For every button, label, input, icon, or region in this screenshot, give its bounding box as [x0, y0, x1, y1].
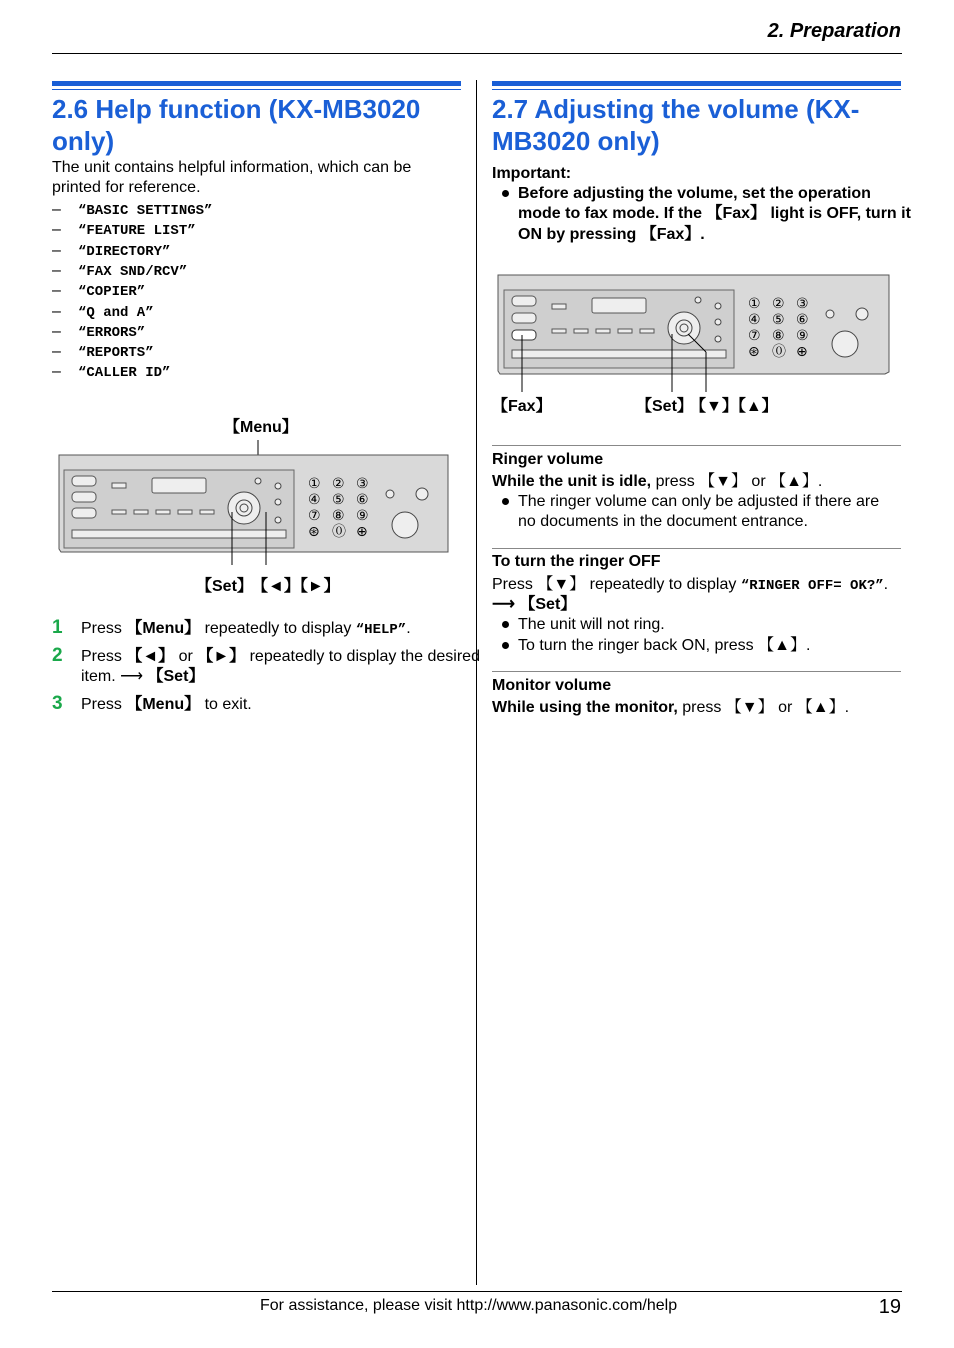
- keypad-key: ⑤: [332, 492, 345, 508]
- ringer-heading: Ringer volume: [492, 451, 604, 468]
- ringer-off-rule: [492, 548, 901, 549]
- list-dash: –: [52, 241, 61, 259]
- keypad-key: ⑨: [796, 328, 809, 344]
- monitor-rule: [492, 671, 901, 672]
- keypad-key: ③: [796, 296, 809, 312]
- help-item-label: “REPORTS”: [78, 345, 154, 362]
- right-title-thin: [492, 89, 901, 90]
- help-item-label: “FEATURE LIST”: [78, 223, 196, 240]
- keypad-key: ⑦: [308, 508, 321, 524]
- important-bullet: [502, 190, 509, 197]
- important-line-1: Before adjusting the volume, set the operation: [518, 185, 871, 202]
- list-dash: –: [52, 343, 61, 361]
- ringer-off-line-2: ⟶ 【Set】: [492, 596, 577, 613]
- list-dash: –: [52, 221, 61, 239]
- fax-key-label: 【Fax】: [492, 398, 552, 415]
- list-dash: –: [52, 322, 61, 340]
- step-2-text-1: Press 【◄】 or 【►】 repeatedly to display the desired: [81, 648, 480, 665]
- ringer-off-bullet-1-text: The unit will not ring.: [518, 616, 665, 633]
- set-key-label-right: 【Set】: [636, 398, 693, 415]
- ringer-off-line-1: Press 【▼】 repeatedly to display “RINGER OFF= OK?”.: [492, 576, 889, 594]
- ringer-bullet-line-2: no documents in the document entrance.: [518, 513, 808, 530]
- keypad-key: ⑤: [772, 312, 785, 328]
- step-1-number: 1: [52, 617, 63, 638]
- left-intro-2: printed for reference.: [52, 179, 201, 196]
- keypad-key: ⊕: [356, 524, 368, 540]
- step-2-number: 2: [52, 645, 63, 666]
- right-title-bar: [492, 81, 901, 86]
- ringer-off-bullet-1: [502, 621, 509, 628]
- menu-key-label: 【Menu】: [224, 419, 298, 436]
- help-item-label: “FAX SND/RCV”: [78, 263, 188, 280]
- ringer-line-1: While the unit is idle, press 【▼】 or 【▲】.: [492, 473, 823, 490]
- keypad-key: ①: [748, 296, 761, 312]
- help-list-item: [52, 362, 170, 383]
- keypad-key: ⑧: [772, 328, 785, 344]
- list-dash: –: [52, 201, 61, 218]
- step-2-text-2: item. ⟶ 【Set】: [81, 668, 205, 685]
- keypad-key: ④: [308, 492, 321, 508]
- footer-assist-text: For assistance, please visit http://www.panasonic.com/help: [260, 1297, 678, 1314]
- column-divider: [476, 80, 477, 1285]
- keypad-key: ⑧: [332, 508, 345, 524]
- list-dash: –: [52, 261, 61, 279]
- keypad-key: ⑦: [748, 328, 761, 344]
- ringer-off-bullet-2-text: To turn the ringer back ON, press 【▲】.: [518, 637, 811, 654]
- ringer-bullet: [502, 498, 509, 505]
- page-number: 19: [878, 1296, 901, 1318]
- ringer-bullet-line-1: The ringer volume can only be adjusted if there are: [518, 493, 880, 510]
- keypad-key: ④: [748, 312, 761, 328]
- help-item-label: “ERRORS”: [78, 324, 146, 341]
- footer-rule: [52, 1291, 902, 1292]
- help-list-item: [52, 200, 212, 221]
- right-title-line1: 2.7 Adjusting the volume (KX-: [492, 94, 860, 124]
- help-list-item: [52, 241, 170, 262]
- help-item-label: “CALLER ID”: [78, 365, 171, 382]
- help-list-item: [52, 322, 145, 343]
- help-list-item: [52, 281, 145, 302]
- help-item-label: “BASIC SETTINGS”: [78, 203, 213, 219]
- step-3-text: Press 【Menu】 to exit.: [81, 696, 252, 713]
- monitor-line-1: While using the monitor, press 【▼】 or 【▲】.: [492, 699, 850, 716]
- keypad-key: ⑥: [796, 312, 809, 328]
- important-line-3: ON by pressing 【Fax】.: [518, 226, 705, 243]
- left-title-line2: only): [52, 126, 115, 156]
- keypad-key: ⓪: [772, 344, 786, 360]
- control-panel-diagram-right: [496, 272, 892, 394]
- keypad-key: ①: [308, 476, 321, 492]
- help-list-item: [52, 220, 196, 241]
- help-list-item: [52, 342, 154, 363]
- right-section-title: [492, 93, 859, 157]
- keypad-key: ⊕: [796, 344, 808, 360]
- keypad-key: ②: [772, 296, 785, 312]
- ringer-off-heading: To turn the ringer OFF: [492, 553, 661, 570]
- list-dash: –: [52, 363, 61, 381]
- control-panel-diagram-left: [56, 440, 452, 565]
- help-item-label: “COPIER”: [78, 284, 146, 301]
- keypad-key: ⓪: [332, 524, 346, 540]
- ringer-rule: [492, 445, 901, 446]
- keypad-key: ⊛: [748, 344, 760, 360]
- step-1-text: Press 【Menu】 repeatedly to display “HELP”.: [81, 620, 411, 638]
- step-3-number: 3: [52, 693, 63, 714]
- left-section-title: [52, 93, 420, 157]
- up-down-key-label: 【▼】【▲】: [690, 398, 778, 415]
- help-item-label: “DIRECTORY”: [78, 243, 171, 260]
- keypad-key: ⑨: [356, 508, 369, 524]
- keypad-key: ⑥: [356, 492, 369, 508]
- right-title-line2: MB3020 only): [492, 126, 660, 156]
- left-title-bar: [52, 81, 461, 86]
- header-rule: [52, 53, 902, 54]
- important-label: Important:: [492, 165, 572, 182]
- help-list-item: [52, 302, 154, 323]
- left-title-line1: 2.6 Help function (KX-MB3020: [52, 94, 421, 124]
- important-line-2: mode to fax mode. If the 【Fax】 light is OFF, turn it: [518, 205, 911, 222]
- set-key-label-left: 【Set】: [196, 578, 253, 595]
- left-intro-1: The unit contains helpful information, which can be: [52, 159, 412, 176]
- list-dash: –: [52, 282, 61, 300]
- left-title-thin: [52, 89, 461, 90]
- running-header: 2. Preparation: [767, 20, 901, 42]
- keypad-key: ⊛: [308, 524, 320, 540]
- ringer-off-bullet-2: [502, 642, 509, 649]
- keypad-key: ③: [356, 476, 369, 492]
- left-right-key-label: 【◄】【►】: [252, 578, 340, 595]
- help-item-label: “Q and A”: [78, 304, 154, 321]
- monitor-heading: Monitor volume: [492, 677, 612, 694]
- list-dash: –: [52, 302, 61, 320]
- keypad-key: ②: [332, 476, 345, 492]
- help-list-item: [52, 261, 187, 282]
